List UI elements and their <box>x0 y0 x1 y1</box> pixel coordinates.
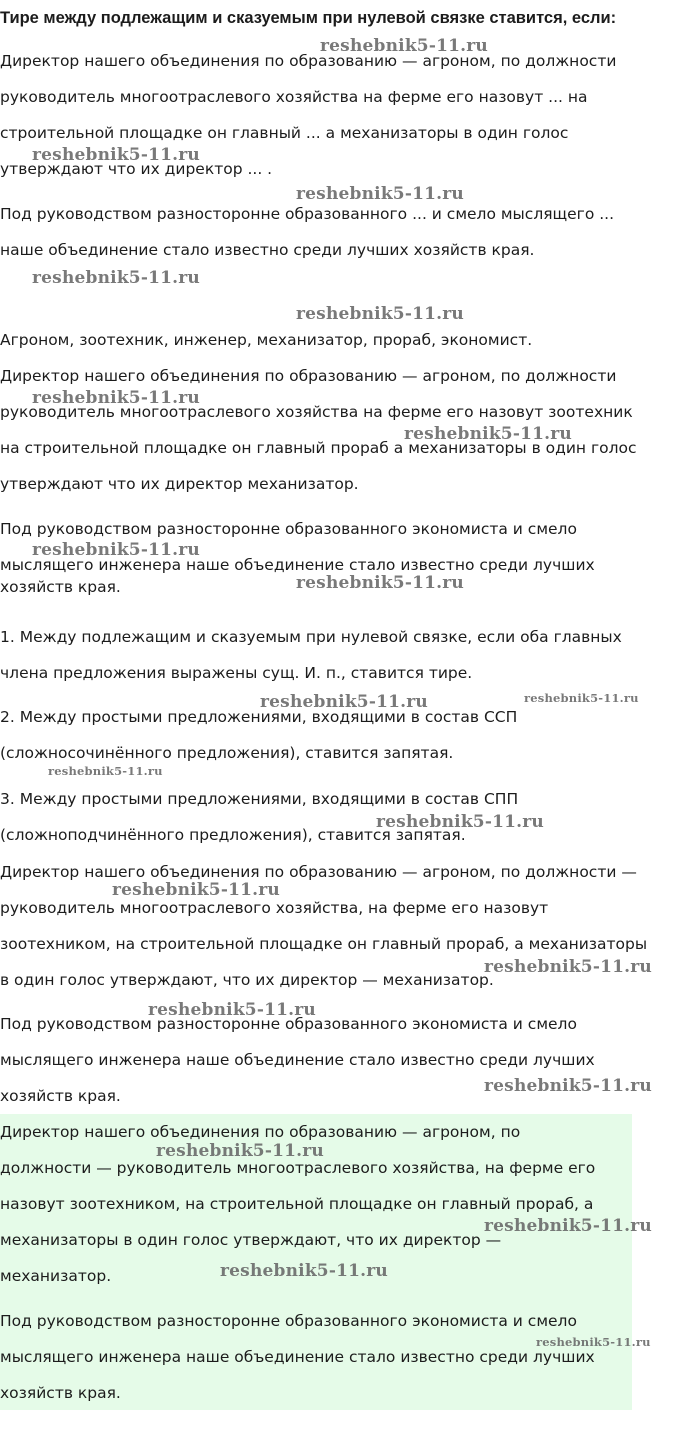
text-line: на строительной площадке он главный прораб а механизаторы в один голос <box>0 439 637 457</box>
watermark: reshebnik5-11.ru <box>32 540 200 560</box>
task-paragraph-1 <box>0 43 616 187</box>
text-line: назовут зоотехником, на строительной площадке он главный прораб, а <box>0 1195 594 1213</box>
text-line: (сложноподчинённого предложения), ставится запятая. <box>0 826 466 844</box>
text-line: утверждают что их директор механизатор. <box>0 475 359 493</box>
text-line: хозяйств края. <box>0 1087 121 1105</box>
text-line: руководитель многоотраслевого хозяйства, на ферме его назовут <box>0 899 549 917</box>
rule-1 <box>0 619 622 691</box>
watermark: reshebnik5-11.ru <box>296 304 464 324</box>
text-line: члена предложения выражены сущ. И. п., ставится тире. <box>0 664 473 682</box>
text-line: Под руководством разносторонне образованного ... и смело мыслящего ... <box>0 205 615 223</box>
task-heading: Тире между подлежащим и сказуемым при нулевой связке ставится, если: <box>0 9 617 27</box>
text-line: зоотехником, на строительной площадке он главный прораб, а механизаторы <box>0 935 648 953</box>
text-line: механизатор. <box>0 1267 112 1285</box>
watermark: reshebnik5-11.ru <box>148 1000 316 1020</box>
text-line: механизаторы в один голос утверждают, что их директор — <box>0 1231 502 1249</box>
watermark: reshebnik5-11.ru <box>536 1335 651 1349</box>
watermark: reshebnik5-11.ru <box>296 184 464 204</box>
text-line: должности — руководитель многоотраслевого хозяйства, на ферме его <box>0 1159 596 1177</box>
watermark: reshebnik5-11.ru <box>296 573 464 593</box>
watermark: reshebnik5-11.ru <box>484 957 652 977</box>
watermark: reshebnik5-11.ru <box>404 424 572 444</box>
text-line: Директор нашего объединения по образованию — агроном, по <box>0 1123 521 1141</box>
text-line: Агроном, зоотехник, инженер, механизатор, прораб, экономист. <box>0 331 533 349</box>
text-line: Директор нашего объединения по образованию — агроном, по должности <box>0 52 617 70</box>
watermark: reshebnik5-11.ru <box>376 812 544 832</box>
watermark: reshebnik5-11.ru <box>156 1141 324 1161</box>
watermark: reshebnik5-11.ru <box>320 36 488 56</box>
answer-paragraph-2 <box>0 1303 595 1411</box>
text-line: Директор нашего объединения по образованию — агроном, по должности — <box>0 863 637 881</box>
text-line: 1. Между подлежащим и сказуемым при нулевой связке, если оба главных <box>0 628 622 646</box>
watermark: reshebnik5-11.ru <box>220 1261 388 1281</box>
watermark: reshebnik5-11.ru <box>32 388 200 408</box>
solution-content <box>0 0 676 29</box>
text-line: Под руководством разносторонне образованного экономиста и смело <box>0 1015 577 1033</box>
rule-2 <box>0 699 517 771</box>
text-line: в один голос утверждают, что их директор — механизатор. <box>0 971 494 989</box>
text-line: руководитель многоотраслевого хозяйства на ферме его назовут ... на <box>0 88 588 106</box>
task-paragraph-2 <box>0 196 614 268</box>
watermark: reshebnik5-11.ru <box>260 692 428 712</box>
text-line: мыслящего инженера наше объединение стало известно среди лучших <box>0 1051 595 1069</box>
watermark: reshebnik5-11.ru <box>48 764 163 778</box>
watermark: reshebnik5-11.ru <box>32 268 200 288</box>
text-line: мыслящего инженера наше объединение стало известно среди лучших <box>0 1348 595 1366</box>
text-line: Под руководством разносторонне образованного экономиста и смело <box>0 1312 577 1330</box>
text-line: 2. Между простыми предложениями, входящими в состав ССП <box>0 708 518 726</box>
watermark: reshebnik5-11.ru <box>524 691 639 705</box>
text-line: Под руководством разносторонне образованного экономиста и смело <box>0 520 577 538</box>
text-line: мыслящего инженера наше объединение стало известно среди лучших <box>0 556 595 574</box>
text-line: строительной площадке он главный ... а механизаторы в один голос <box>0 124 569 142</box>
text-line: 3. Между простыми предложениями, входящими в состав СПП <box>0 790 519 808</box>
text-line: хозяйств края. <box>0 578 121 596</box>
text-line: утверждают что их директор ... . <box>0 160 273 178</box>
watermark: reshebnik5-11.ru <box>484 1076 652 1096</box>
words-list <box>0 322 532 358</box>
text-line: наше объединение стало известно среди лучших хозяйств края. <box>0 241 535 259</box>
corrected-paragraph-2 <box>0 1006 595 1114</box>
text-line: (сложносочинённого предложения), ставится запятая. <box>0 744 454 762</box>
watermark: reshebnik5-11.ru <box>112 880 280 900</box>
text-line: руководитель многоотраслевого хозяйства на ферме его назовут зоотехник <box>0 403 633 421</box>
watermark: reshebnik5-11.ru <box>484 1216 652 1236</box>
text-line: Директор нашего объединения по образованию — агроном, по должности <box>0 367 617 385</box>
text-line: хозяйств края. <box>0 1384 121 1402</box>
watermark: reshebnik5-11.ru <box>32 145 200 165</box>
